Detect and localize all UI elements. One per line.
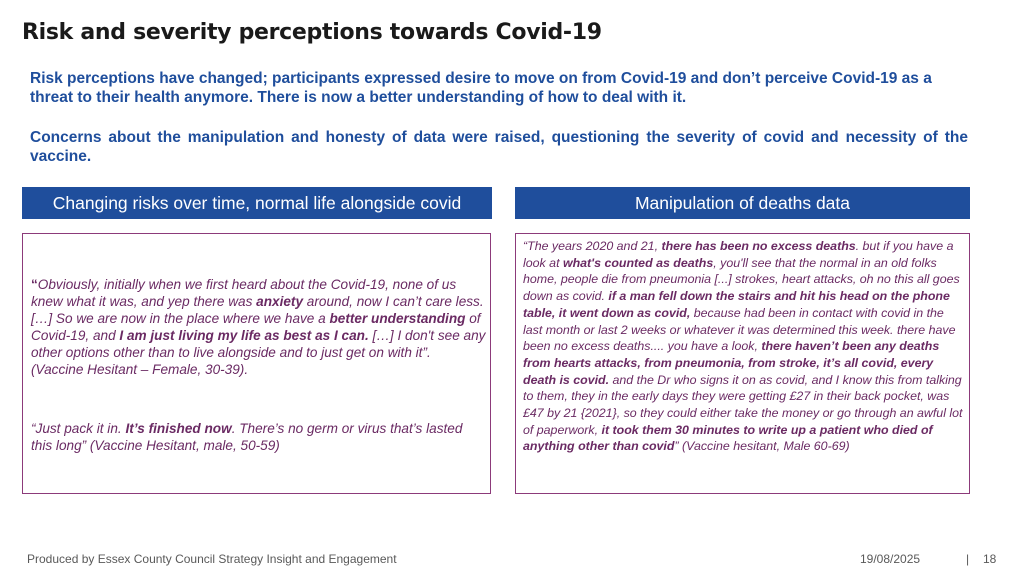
quote-text: Obviously, initially when we first heard about the Covid-19, none of us knew what it was, and yep there was — [31, 277, 457, 309]
quote-highlight: better understanding — [329, 311, 466, 326]
quote-text: of Covid-19, and — [31, 311, 481, 343]
quote-deaths-data — [523, 238, 965, 455]
intro-paragraph-risk-perceptions: Risk perceptions have changed; participants expressed desire to move on from Covid-19 and don’t perceive Covid-19 as a threat to their health anymore. There is now a better understanding of how to deal with it. — [30, 70, 932, 106]
quote-highlight: I am just living my life as best as I can. — [119, 328, 369, 343]
footer-separator: | — [966, 552, 970, 566]
quote-text: “Just pack it in. — [31, 421, 126, 436]
quote-highlight: it took them 30 minutes to write up a patient who died of anything other than covid — [523, 422, 933, 454]
quote-text: and the Dr who signs it on as covid, and I know this from talking to them, they in the early days they were getting £27 in their back pocket, was £47 by 21 {2021}, so they could either take the money or go through an awful lot of paperwork, — [523, 372, 963, 437]
footer-date: 19/08/2025 — [860, 552, 921, 566]
quote-text: , you'll see that the normal in an old folks home, people die from pneumonia [...] strokes, heart attacks, oh no this all goes down as covid. — [523, 255, 960, 304]
quote-text: […] I don't see any other options other than to live alongside and to just get on with it”. (Vaccine Hesitant – Female, 30-39). — [31, 328, 486, 377]
quote-text: “The years 2020 and 21, — [523, 239, 662, 253]
footer-organisation: Produced by Essex County Council Strategy Insight and Engagement — [27, 552, 397, 566]
quote-vaccine-hesitant-male — [31, 420, 471, 454]
footer-page-number: 18 — [983, 552, 997, 566]
quote-text: because had been in contact with covid in the last month or last 2 weeks or whatever it was determined this week. there have been no excess deaths.... you have a look, — [523, 305, 956, 354]
intro-paragraph-data-concerns: Concerns about the manipulation and honesty of data were raised, questioning the severity of covid and necessity of the vaccine. — [30, 129, 968, 165]
quote-text: . but if you have a look at — [523, 239, 954, 270]
quote-highlight: anxiety — [256, 294, 304, 309]
page-title: Risk and severity perceptions towards Covid-19 — [22, 20, 602, 45]
quote-text: . There’s no germ or virus that’s lasted this long” (Vaccine Hesitant, male, 50-59) — [31, 421, 463, 453]
quote-highlight: there haven’t been any deaths from hearts attacks, from pneumonia, from stroke, it’s all covid, every death is covid. — [523, 339, 940, 387]
quote-highlight: there has been no excess deaths — [661, 239, 856, 253]
quote-open-mark: “ — [31, 277, 38, 292]
quote-vaccine-hesitant-female — [31, 276, 486, 378]
left-quote-box — [22, 233, 491, 494]
quote-highlight: what's counted as deaths — [562, 255, 714, 270]
quote-highlight: if a man fell down the stairs and hit his head on the phone table, it went down as covid, — [523, 289, 950, 320]
quote-text: around, now I can’t care less. […] So we are now in the place where we have a — [31, 294, 484, 326]
quote-highlight: It’s finished now — [125, 421, 232, 436]
quote-text: ” (Vaccine hesitant, Male 60-69) — [674, 439, 850, 454]
right-panel-header: Manipulation of deaths data — [515, 187, 970, 219]
right-quote-box — [515, 233, 970, 494]
left-panel-header: Changing risks over time, normal life alongside covid — [22, 187, 492, 219]
